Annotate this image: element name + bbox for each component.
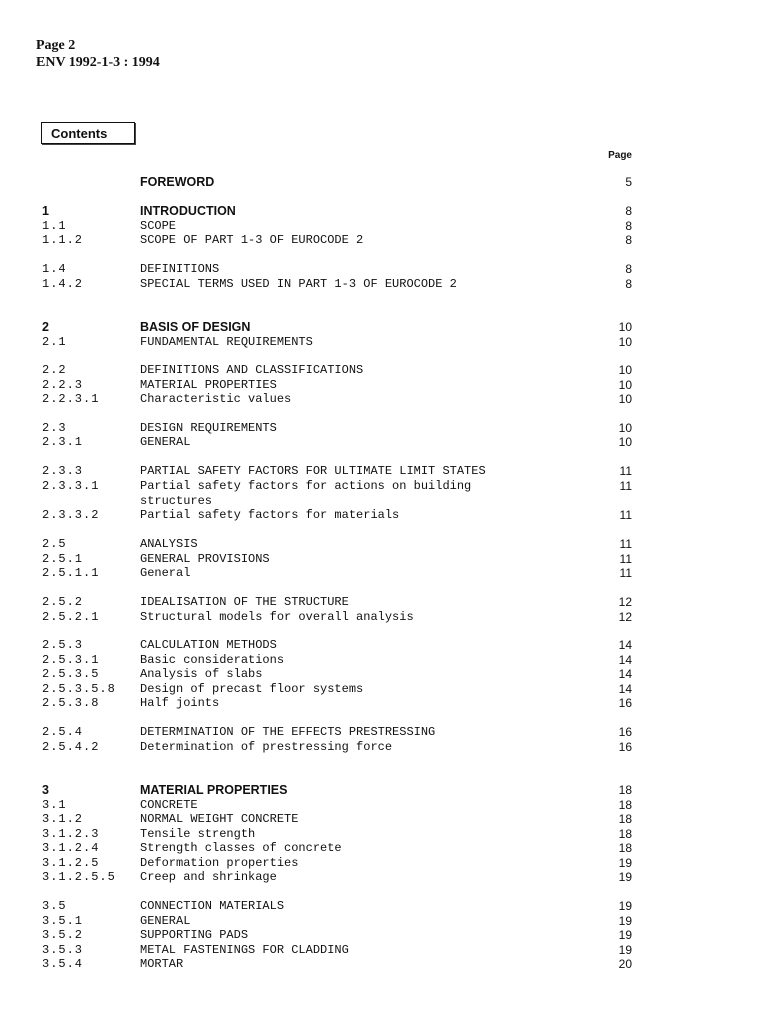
toc-page-number: 18 xyxy=(618,841,632,855)
toc-page-number: 10 xyxy=(618,363,632,377)
toc-entry xyxy=(0,696,768,711)
toc-section-number: 1 xyxy=(42,204,49,218)
toc-section-title: NORMAL WEIGHT CONCRETE xyxy=(140,812,299,826)
toc-section-title: GENERAL PROVISIONS xyxy=(140,552,270,566)
toc-section-title: SPECIAL TERMS USED IN PART 1-3 OF EUROCODE 2 xyxy=(140,277,457,291)
toc-section-title: Half joints xyxy=(140,696,220,710)
toc-section-title: PARTIAL SAFETY FACTORS FOR ULTIMATE LIMIT STATES xyxy=(140,464,486,478)
toc-page-number: 14 xyxy=(618,653,632,667)
toc-page-number: 19 xyxy=(618,928,632,942)
toc-section-title: DETERMINATION OF THE EFFECTS PRESTRESSING xyxy=(140,725,436,739)
toc-section-title: DEFINITIONS AND CLASSIFICATIONS xyxy=(140,363,364,377)
toc-section-number: 3.5.3 xyxy=(42,943,84,957)
toc-entry xyxy=(0,870,768,885)
toc-section-number: 2.5 xyxy=(42,537,67,551)
toc-page-number: 14 xyxy=(618,638,632,652)
toc-page-number: 8 xyxy=(625,219,632,233)
toc-page-number: 12 xyxy=(618,595,632,609)
toc-page-number: 14 xyxy=(618,682,632,696)
toc-section-title: Basic considerations xyxy=(140,653,285,667)
page-number: Page 2 xyxy=(36,38,76,53)
toc-section-number: 3.1.2.5 xyxy=(42,856,100,870)
toc-section-title: METAL FASTENINGS FOR CLADDING xyxy=(140,943,349,957)
toc-section-title: Partial safety factors for materials xyxy=(140,508,400,522)
toc-page-number: 18 xyxy=(618,827,632,841)
toc-entry xyxy=(0,464,768,479)
toc-page-number: 10 xyxy=(618,435,632,449)
toc-section-title: FUNDAMENTAL REQUIREMENTS xyxy=(140,335,313,349)
toc-entry xyxy=(0,335,768,350)
toc-section-title: BASIS OF DESIGN xyxy=(140,320,251,334)
toc-page-number: 20 xyxy=(618,957,632,971)
toc-section-title: INTRODUCTION xyxy=(140,204,236,218)
toc-page-number: 19 xyxy=(618,856,632,870)
toc-entry xyxy=(0,725,768,740)
toc-entry xyxy=(0,682,768,697)
toc-section-number: 1.1.2 xyxy=(42,233,84,247)
toc-page-number: 10 xyxy=(618,335,632,349)
toc-section-title: MATERIAL PROPERTIES xyxy=(140,783,288,797)
toc-entry xyxy=(0,856,768,871)
toc-section-number: 2.5.4.2 xyxy=(42,740,100,754)
toc-section-title: DEFINITIONS xyxy=(140,262,220,276)
toc-entry xyxy=(0,798,768,813)
toc-entry xyxy=(0,595,768,610)
toc-entry xyxy=(0,914,768,929)
toc-section-number: 2.2.3.1 xyxy=(42,392,100,406)
toc-entry xyxy=(0,610,768,625)
standard-reference: ENV 1992-1-3 : 1994 xyxy=(36,55,160,70)
page-header xyxy=(36,37,160,71)
toc-section-title: IDEALISATION OF THE STRUCTURE xyxy=(140,595,349,609)
toc-entry xyxy=(0,638,768,653)
toc-section-title: CONNECTION MATERIALS xyxy=(140,899,285,913)
toc-entry xyxy=(0,219,768,234)
toc-page-number: 8 xyxy=(625,277,632,291)
toc-section-number: 1.4 xyxy=(42,262,67,276)
toc-section-title: DESIGN REQUIREMENTS xyxy=(140,421,277,435)
toc-entry xyxy=(0,320,768,335)
toc-section-title: FOREWORD xyxy=(140,175,215,189)
toc-page-number: 16 xyxy=(618,696,632,710)
toc-section-number: 2.5.3.1 xyxy=(42,653,100,667)
toc-section-title: GENERAL xyxy=(140,914,191,928)
contents-heading-box: Contents xyxy=(41,122,135,144)
toc-section-title: ANALYSIS xyxy=(140,537,198,551)
toc-entry xyxy=(0,378,768,393)
toc-page-number: 10 xyxy=(618,320,632,334)
toc-entry xyxy=(0,552,768,567)
toc-section-title: CONCRETE xyxy=(140,798,198,812)
toc-entry xyxy=(0,566,768,581)
toc-section-number: 2.5.3.8 xyxy=(42,696,100,710)
toc-page-number: 11 xyxy=(619,566,632,580)
toc-section-number: 3.1.2.3 xyxy=(42,827,100,841)
toc-page-number: 19 xyxy=(618,914,632,928)
toc-entry xyxy=(0,827,768,842)
toc-page-number: 19 xyxy=(618,870,632,884)
toc-section-number: 3.5 xyxy=(42,899,67,913)
toc-section-title: SCOPE OF PART 1-3 OF EUROCODE 2 xyxy=(140,233,364,247)
toc-section-number: 3.5.2 xyxy=(42,928,84,942)
toc-section-title: Tensile strength xyxy=(140,827,256,841)
toc-section-number: 2.5.1 xyxy=(42,552,84,566)
toc-section-number: 2.3 xyxy=(42,421,67,435)
page-column-label: Page xyxy=(608,150,632,161)
toc-entry xyxy=(0,277,768,292)
toc-entry xyxy=(0,667,768,682)
toc-section-title: MORTAR xyxy=(140,957,184,971)
toc-page-number: 18 xyxy=(618,783,632,797)
toc-section-title: GENERAL xyxy=(140,435,191,449)
toc-entry xyxy=(0,204,768,219)
toc-page-number: 16 xyxy=(618,725,632,739)
toc-page-number: 8 xyxy=(625,204,632,218)
toc-section-title: CALCULATION METHODS xyxy=(140,638,277,652)
toc-entry xyxy=(0,479,768,494)
toc-page-number: 19 xyxy=(618,899,632,913)
toc-section-number: 3.1.2 xyxy=(42,812,84,826)
toc-section-title: MATERIAL PROPERTIES xyxy=(140,378,277,392)
toc-section-number: 2.3.3 xyxy=(42,464,84,478)
toc-entry xyxy=(0,537,768,552)
toc-entry xyxy=(0,783,768,798)
toc-entry xyxy=(0,392,768,407)
toc-section-number: 2.3.3.2 xyxy=(42,508,100,522)
toc-page-number: 8 xyxy=(625,262,632,276)
toc-page-number: 10 xyxy=(618,421,632,435)
toc-section-title: Analysis of slabs xyxy=(140,667,263,681)
toc-section-title: SUPPORTING PADS xyxy=(140,928,249,942)
toc-section-title: Creep and shrinkage xyxy=(140,870,277,884)
toc-page-number: 19 xyxy=(618,943,632,957)
toc-section-number: 2.3.1 xyxy=(42,435,84,449)
toc-section-number: 2.5.3 xyxy=(42,638,84,652)
toc-entry xyxy=(0,508,768,523)
toc-section-number: 2.2 xyxy=(42,363,67,377)
toc-page-number: 11 xyxy=(619,537,632,551)
toc-page-number: 11 xyxy=(619,552,632,566)
toc-entry xyxy=(0,957,768,972)
toc-section-number: 3.1.2.4 xyxy=(42,841,100,855)
toc-section-title: Determination of prestressing force xyxy=(140,740,393,754)
toc-section-title: SCOPE xyxy=(140,219,177,233)
toc-entry xyxy=(0,363,768,378)
toc-section-number: 3.1.2.5.5 xyxy=(42,870,116,884)
toc-page-number: 18 xyxy=(618,798,632,812)
toc-page-number: 11 xyxy=(619,464,632,478)
toc-section-number: 1.4.2 xyxy=(42,277,84,291)
toc-entry xyxy=(0,175,768,190)
toc-section-title: Partial safety factors for actions on building xyxy=(140,479,472,493)
toc-section-title: Deformation properties xyxy=(140,856,299,870)
toc-entry xyxy=(0,841,768,856)
toc-page-number: 8 xyxy=(625,233,632,247)
toc-section-number: 2.5.1.1 xyxy=(42,566,100,580)
toc-section-number: 3.1 xyxy=(42,798,67,812)
toc-section-number: 3.5.1 xyxy=(42,914,84,928)
toc-entry xyxy=(0,928,768,943)
toc-entry xyxy=(0,421,768,436)
toc-entry xyxy=(0,494,768,509)
toc-entry xyxy=(0,812,768,827)
toc-section-title: Characteristic values xyxy=(140,392,292,406)
toc-entry xyxy=(0,943,768,958)
toc-entry xyxy=(0,899,768,914)
toc-entry xyxy=(0,233,768,248)
toc-entry xyxy=(0,653,768,668)
toc-section-title: Design of precast floor systems xyxy=(140,682,364,696)
toc-section-number: 2.2.3 xyxy=(42,378,84,392)
toc-page-number: 11 xyxy=(619,508,632,522)
toc-section-number: 2.1 xyxy=(42,335,67,349)
toc-page-number: 18 xyxy=(618,812,632,826)
toc-page-number: 14 xyxy=(618,667,632,681)
toc-section-number: 2.3.3.1 xyxy=(42,479,100,493)
toc-section-number: 2 xyxy=(42,320,49,334)
toc-section-title: Structural models for overall analysis xyxy=(140,610,414,624)
toc-entry xyxy=(0,262,768,277)
toc-page-number: 12 xyxy=(618,610,632,624)
toc-entry xyxy=(0,740,768,755)
toc-section-number: 2.5.2.1 xyxy=(42,610,100,624)
toc-page-number: 16 xyxy=(618,740,632,754)
toc-section-number: 3.5.4 xyxy=(42,957,84,971)
toc-section-number: 3 xyxy=(42,783,49,797)
toc-section-number: 2.5.3.5 xyxy=(42,667,100,681)
toc-section-number: 1.1 xyxy=(42,219,67,233)
toc-section-number: 2.5.3.5.8 xyxy=(42,682,116,696)
toc-page-number: 10 xyxy=(618,378,632,392)
toc-section-title: Strength classes of concrete xyxy=(140,841,342,855)
toc-entry xyxy=(0,435,768,450)
toc-section-title: structures xyxy=(140,494,213,508)
toc-page-number: 5 xyxy=(625,175,632,189)
toc-page-number: 10 xyxy=(618,392,632,406)
toc-section-title: General xyxy=(140,566,191,580)
toc-page-number: 11 xyxy=(619,479,632,493)
toc-section-number: 2.5.2 xyxy=(42,595,84,609)
toc-section-number: 2.5.4 xyxy=(42,725,84,739)
